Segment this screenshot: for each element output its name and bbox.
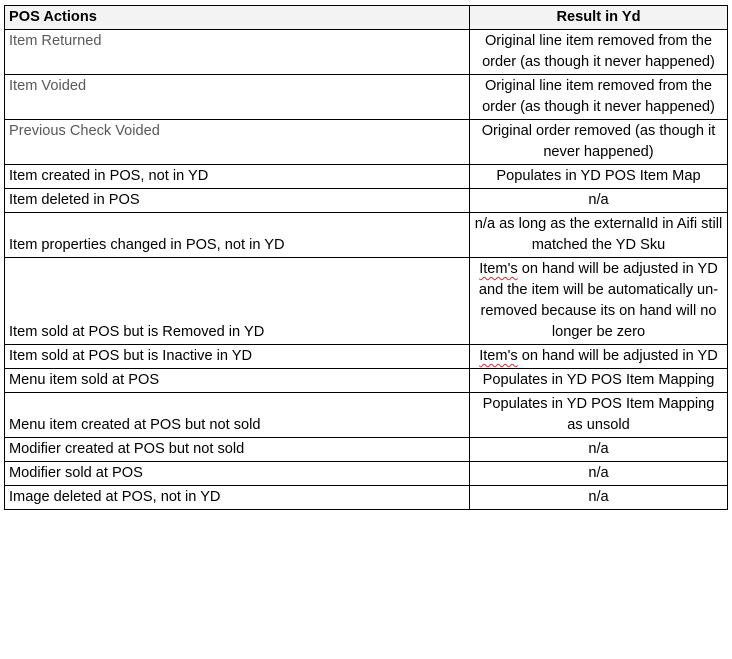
table-row	[5, 165, 728, 189]
table-row	[5, 189, 728, 213]
action-cell: Item sold at POS but is Inactive in YD	[5, 345, 470, 369]
table-row	[5, 486, 728, 510]
table-row	[5, 30, 728, 75]
spellcheck-flagged-word: Item's	[479, 261, 518, 277]
spellcheck-flagged-word: Item's	[479, 348, 518, 364]
action-cell: Previous Check Voided	[5, 120, 470, 165]
action-cell: Menu item sold at POS	[5, 369, 470, 393]
result-cell: n/a	[470, 462, 728, 486]
action-cell: Item Voided	[5, 75, 470, 120]
action-cell: Menu item created at POS but not sold	[5, 393, 470, 438]
header-result-in-yd: Result in Yd	[470, 6, 728, 30]
action-cell: Item Returned	[5, 30, 470, 75]
result-cell: n/a	[470, 486, 728, 510]
result-text: on hand will be adjusted in YD	[517, 348, 718, 364]
result-cell: Original order removed (as though it never happened)	[470, 120, 728, 165]
result-cell: n/a as long as the externalId in Aifi still matched the YD Sku	[470, 213, 728, 258]
action-cell: Item deleted in POS	[5, 189, 470, 213]
result-text: on hand will be adjusted in YD and the item will be automatically un-removed because its on hand will no longer be zero	[478, 261, 719, 340]
table-row	[5, 75, 728, 120]
table-row	[5, 438, 728, 462]
table-row	[5, 345, 728, 369]
action-cell: Image deleted at POS, not in YD	[5, 486, 470, 510]
result-cell: n/a	[470, 189, 728, 213]
header-pos-actions: POS Actions	[5, 6, 470, 30]
action-cell: Modifier created at POS but not sold	[5, 438, 470, 462]
action-cell: Modifier sold at POS	[5, 462, 470, 486]
action-cell: Item created in POS, not in YD	[5, 165, 470, 189]
header-row	[5, 6, 728, 30]
table-row	[5, 120, 728, 165]
result-cell: Original line item removed from the order (as though it never happened)	[470, 75, 728, 120]
action-cell: Item properties changed in POS, not in YD	[5, 213, 470, 258]
result-cell: Populates in YD POS Item Mapping	[470, 369, 728, 393]
result-cell: Original line item removed from the order (as though it never happened)	[470, 30, 728, 75]
table-row	[5, 213, 728, 258]
action-cell: Item sold at POS but is Removed in YD	[5, 258, 470, 345]
table-row	[5, 258, 728, 345]
result-cell: Populates in YD POS Item Map	[470, 165, 728, 189]
pos-actions-table	[4, 5, 728, 510]
table-row	[5, 393, 728, 438]
table-row	[5, 462, 728, 486]
table-row	[5, 369, 728, 393]
result-cell: n/a	[470, 438, 728, 462]
result-cell: Populates in YD POS Item Mapping as unsold	[470, 393, 728, 438]
result-cell	[470, 258, 728, 345]
result-cell	[470, 345, 728, 369]
